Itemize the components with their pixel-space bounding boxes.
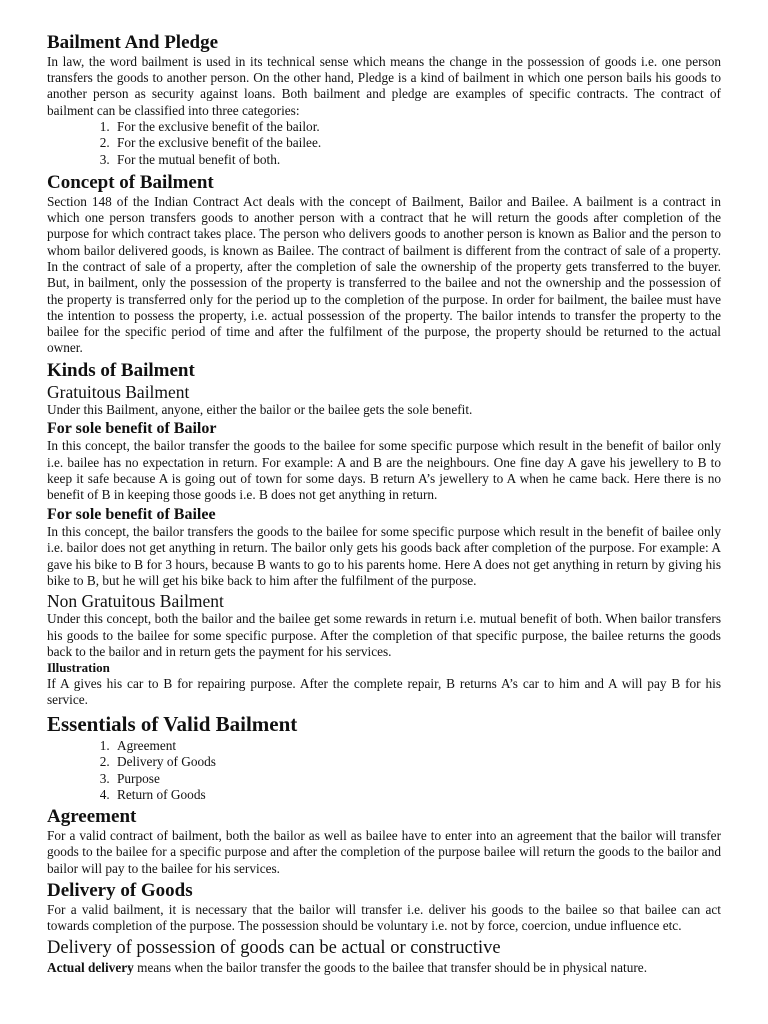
subheading-non-gratuitous-bailment: Non Gratuitous Bailment	[47, 591, 224, 612]
heading-agreement: Agreement	[47, 806, 137, 828]
subheading-sole-benefit-bailor: For sole benefit of Bailor	[47, 420, 217, 437]
list-item: 4. Return of Goods	[113, 787, 721, 803]
paragraph-illustration: If A gives his car to B for repairing purpose. After the complete repair, B returns A’s car to him and A will pay B for his service.	[47, 676, 721, 708]
paragraph-sole-benefit-bailee: In this concept, the bailor transfers the goods to the bailee for some specific purpose which result in the benefit of bailee only i.e. bailor does not get anything in return. The bailor only gets his goods back after completion of the purpose. For example: A gave his bike to B for 3 hours, because B wants to go to his parents home. Here A does not get anything in return by giving his bike to B, but he will get his bike back to him after the fulfilment of the purpose.	[47, 523, 721, 588]
heading-delivery-of-goods: Delivery of Goods	[47, 879, 193, 901]
paragraph-actual-delivery	[47, 960, 721, 976]
list-bailment-categories	[47, 119, 721, 168]
heading-essentials-of-valid-bailment: Essentials of Valid Bailment	[47, 711, 298, 736]
paragraph-non-gratuitous-bailment: Under this concept, both the bailor and the bailee get some rewards in return i.e. mutual benefit of both. When bailor transfers his goods to the bailee for some specific purpose. After the completion of that specific purpose, the bailee returns the goods back to the bailor and in return gets the payment for his services.	[47, 611, 721, 659]
paragraph-sole-benefit-bailor: In this concept, the bailor transfer the goods to the bailee for some specific purpose which result in the benefit of bailor only i.e. bailee has no expectation in return. For example: A and B are the neighbours. One fine day A gave his jewellery to B to keep it safe because A is going out of town for some days. B return A’s jewellery to A when he came back. Here there is no benefit of B in keeping those goods i.e. B does not get anything in return.	[47, 438, 721, 503]
heading-concept-of-bailment: Concept of Bailment	[47, 171, 214, 193]
paragraph-concept-of-bailment: Section 148 of the Indian Contract Act deals with the concept of Bailment, Bailor and Bailee. A bailment is a contract in which one person transfers goods to another person with a contract that he will return the goods after completion of the purpose for which contract takes place. The person who delivers goods to another person is known as Balior and the person to whom bailor delivered goods, is known as Bailee. The contract of bailment is different from the contract of sale of a property. In the contract of sale of a property, after the completion of sale the ownership of the property gets transferred to the buyer. But, in bailment, only the possession of the property is transferred to the bailee and not the ownership and the possession of the property is transferred only for the period up to the completion of the purpose. In order for bailment, the bailee must have the intention to possess the property, i.e. actual possession of the property. The bailor intends to transfer the property to the bailee for the specific period of time and after the fulfilment of the purpose, the property should be returned to the actual owner.	[47, 193, 721, 356]
text-actual-delivery: means when the bailor transfer the goods to the bailee that transfer should be in physical nature.	[133, 959, 648, 975]
list-essentials	[47, 738, 721, 803]
label-illustration: Illustration	[47, 660, 110, 676]
subheading-sole-benefit-bailee: For sole benefit of Bailee	[47, 505, 216, 523]
list-item: 1. For the exclusive benefit of the bailor.	[113, 119, 721, 135]
heading-delivery-of-possession: Delivery of possession of goods can be actual or constructive	[47, 938, 501, 959]
list-item: 2. For the exclusive benefit of the bailee.	[113, 135, 721, 151]
label-actual-delivery: Actual delivery	[47, 959, 134, 975]
paragraph-agreement: For a valid contract of bailment, both the bailor as well as bailee have to enter into an agreement that the bailor will transfer goods to the bailee for a specific purpose and after the completion of the purpose bailee will return the goods to the bailor and bailor will pay to the bailee for his services.	[47, 827, 721, 876]
paragraph-delivery-of-goods: For a valid bailment, it is necessary that the bailor will transfer i.e. deliver his goods to the bailee so that bailee can act towards completion of the purpose. The possession should be voluntary i.e. not by force, coercion, undue influence etc.	[47, 901, 721, 933]
subheading-gratuitous-bailment: Gratuitous Bailment	[47, 381, 190, 402]
heading-kinds-of-bailment: Kinds of Bailment	[47, 359, 195, 381]
list-item: 3. For the mutual benefit of both.	[113, 152, 721, 168]
paragraph-bailment-and-pledge: In law, the word bailment is used in its technical sense which means the change in the possession of goods i.e. one person transfers the goods to another person. On the other hand, Pledge is a kind of bailment in which one person bails his goods to another person as security against loans. Both bailment and pledge are examples of specific contracts. The contract of bailment can be classified into three categories:	[47, 53, 721, 118]
list-item: 3. Purpose	[113, 771, 721, 787]
paragraph-gratuitous-bailment: Under this Bailment, anyone, either the bailor or the bailee gets the sole benefit.	[47, 401, 473, 417]
list-item: 1. Agreement	[113, 738, 721, 754]
heading-bailment-and-pledge: Bailment And Pledge	[47, 32, 219, 53]
list-item: 2. Delivery of Goods	[113, 754, 721, 770]
